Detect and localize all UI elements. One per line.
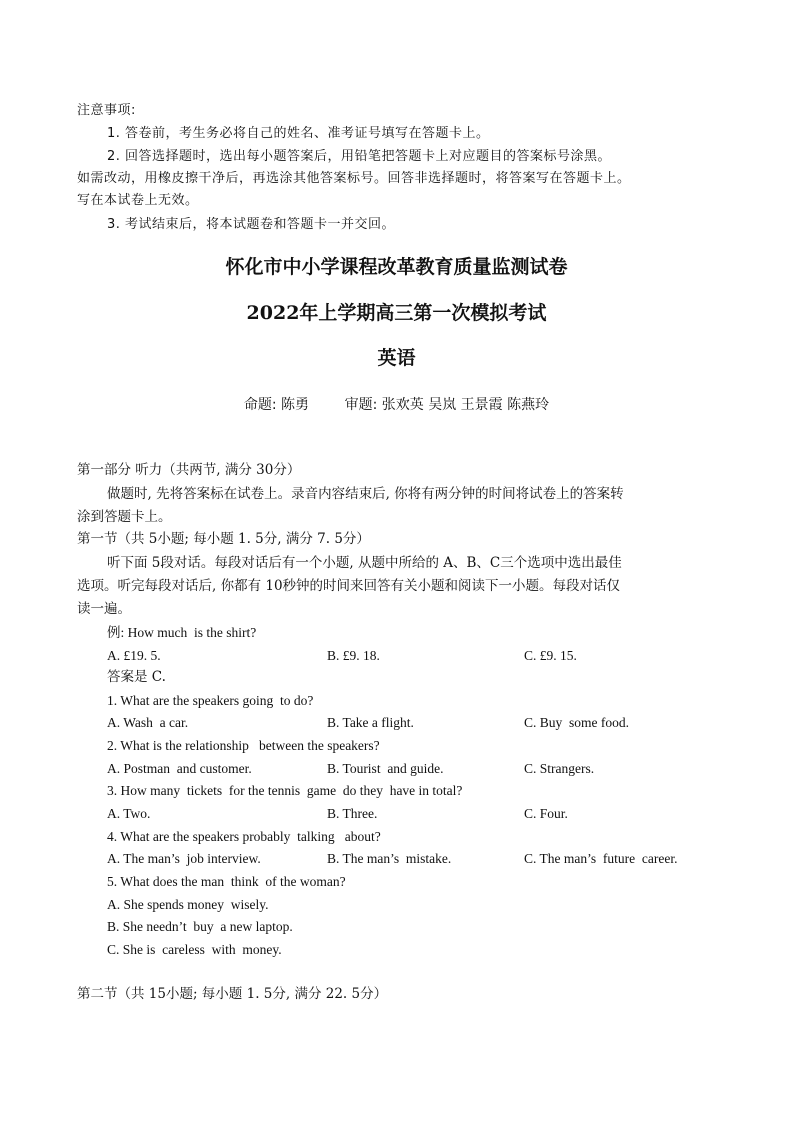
question-4: 4. What are the speakers probably talking about? <box>107 829 381 844</box>
question-5: 5. What does the man think of the woman? <box>107 874 346 889</box>
notice-heading: 注意事项: <box>77 103 136 118</box>
question-4-option-c: C. The man’s future career. <box>524 851 678 866</box>
question-1-option-a: A. Wash a car. <box>107 715 189 730</box>
part1-heading: 第一部分 听力（共两节, 满分 30分） <box>77 462 301 478</box>
question-3-option-c: C. Four. <box>524 806 568 821</box>
exam-subtitle: 2022年上学期高三第一次模拟考试 <box>246 302 547 324</box>
question-5-option-b: B. She needn’t buy a new laptop. <box>107 919 293 934</box>
notice-item-2-line-2: 如需改动，用橡皮擦干净后，再选涂其他答案标号。回答非选择题时，将答案写在答题卡上。 <box>77 171 631 186</box>
question-3: 3. How many tickets for the tennis game do they have in total? <box>107 783 463 798</box>
exam-title: 怀化市中小学课程改革教育质量监测试卷 <box>225 256 568 278</box>
subject-title: 英语 <box>377 347 416 369</box>
question-3-option-a: A. Two. <box>107 806 151 821</box>
question-2: 2. What is the relationship between the speakers? <box>107 738 380 753</box>
notice-item-1: 1. 答卷前，考生务必将自己的姓名、准考证号填写在答题卡上。 <box>107 126 490 141</box>
question-4-option-a: A. The man’s job interview. <box>107 851 261 866</box>
question-5-option-a: A. She spends money wisely. <box>107 897 269 912</box>
authors-line: 命题: 陈勇 审题: 张欢英 吴岚 王景霞 陈燕玲 <box>243 397 550 413</box>
section2-heading: 第二节（共 15小题; 每小题 1. 5分, 满分 22. 5分） <box>77 986 388 1002</box>
question-3-option-b: B. Three. <box>327 806 378 821</box>
example-question: 例: How much is the shirt? <box>107 625 257 640</box>
example-option-c: C. £9. 15. <box>524 648 577 663</box>
part1-intro-line-2: 涂到答题卡上。 <box>77 509 172 525</box>
section1-line-2: 选项。听完每段对话后, 你都有 10秒钟的时间来回答有关小题和阅读下一小题。每段对话仅 <box>77 578 621 594</box>
section1-line-3: 读一遍。 <box>77 601 131 617</box>
question-1-option-c: C. Buy some food. <box>524 715 630 730</box>
example-option-b: B. £9. 18. <box>327 648 380 663</box>
question-4-option-b: B. The man’s mistake. <box>327 851 452 866</box>
part1-intro-line-1: 做题时, 先将答案标在试卷上。录音内容结束后, 你将有两分钟的时间将试卷上的答案转 <box>107 486 624 502</box>
question-2-option-a: A. Postman and customer. <box>107 761 252 776</box>
notice-item-2-line-3: 写在本试卷上无效。 <box>77 193 199 208</box>
notice-item-3: 3. 考试结束后，将本试题卷和答题卡一并交回。 <box>107 217 396 232</box>
question-5-option-c: C. She is careless with money. <box>107 942 282 957</box>
question-2-option-c: C. Strangers. <box>524 761 595 776</box>
question-1: 1. What are the speakers going to do? <box>107 693 314 708</box>
question-1-option-b: B. Take a flight. <box>327 715 414 730</box>
section1-line-1: 听下面 5段对话。每段对话后有一个小题, 从题中所给的 A、B、C三个选项中选出最佳 <box>107 555 622 571</box>
notice-item-2-line-1: 2. 回答选择题时，选出每小题答案后，用铅笔把答题卡上对应题目的答案标号涂黑。 <box>107 149 612 164</box>
example-option-a: A. £19. 5. <box>107 648 161 663</box>
example-answer: 答案是 C. <box>107 669 166 685</box>
question-2-option-b: B. Tourist and guide. <box>327 761 444 776</box>
section1-heading: 第一节（共 5小题; 每小题 1. 5分, 满分 7. 5分） <box>77 531 370 547</box>
